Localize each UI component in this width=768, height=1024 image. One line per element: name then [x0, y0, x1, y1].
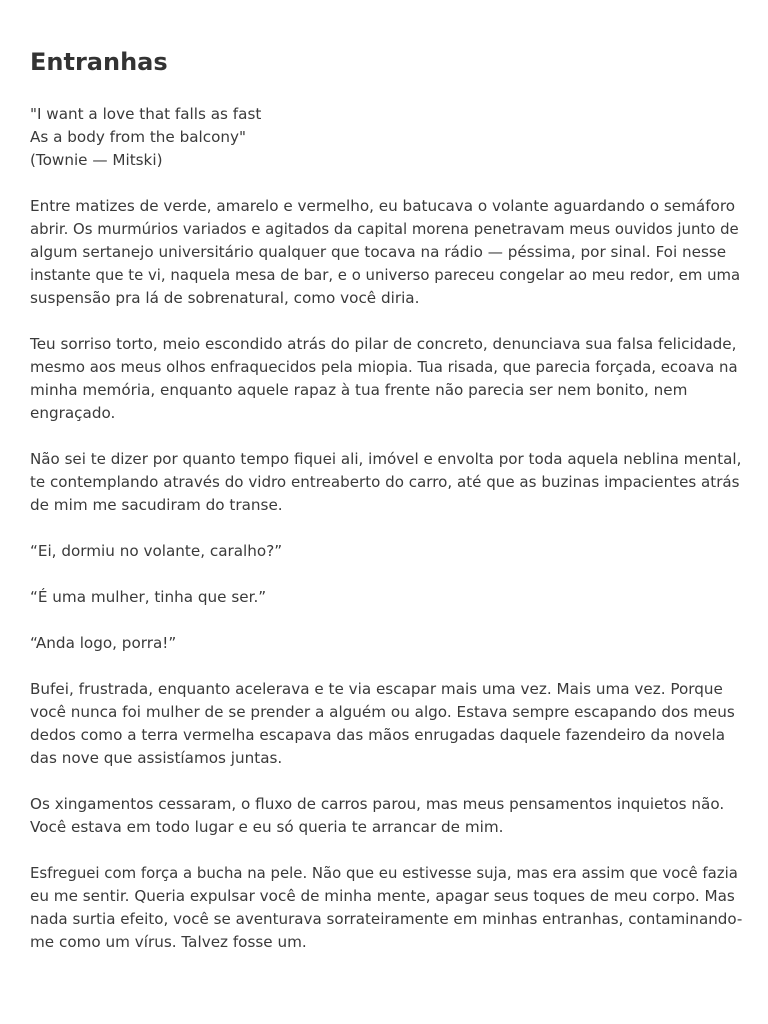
paragraph-line: dedos como a terra vermelha escapava das mãos enrugadas daquele fazendeiro da novela — [30, 726, 726, 744]
paragraph-line: mesmo aos meus olhos enfraquecidos pela miopia. Tua risada, que parecia forçada, ecoava na — [30, 358, 738, 376]
epigraph-citation: (Townie — Mitski) — [30, 151, 163, 169]
paragraph-line: de mim me sacudiram do transe. — [30, 496, 283, 514]
paragraph — [30, 862, 742, 954]
paragraph-line: Entre matizes de verde, amarelo e vermelho, eu batucava o volante aguardando o semáforo — [30, 197, 736, 215]
paragraph-line: te contemplando através do vidro entreaberto do carro, até que as buzinas impacientes atrás — [30, 473, 740, 491]
paragraph — [30, 678, 742, 770]
paragraph-line: Você estava em todo lugar e eu só queria te arrancar de mim. — [30, 818, 504, 836]
paragraph — [30, 448, 742, 517]
paragraph-line: Teu sorriso torto, meio escondido atrás do pilar de concreto, denunciava sua falsa felicidade, — [30, 335, 737, 353]
article-body — [30, 103, 742, 954]
paragraph-line: “Ei, dormiu no volante, caralho?” — [30, 542, 283, 560]
epigraph-line: As a body from the balcony" — [30, 128, 246, 146]
paragraph — [30, 195, 742, 310]
paragraph-line: suspensão pra lá de sobrenatural, como você diria. — [30, 289, 420, 307]
paragraph-line: “Anda logo, porra!” — [30, 634, 177, 652]
paragraph-line: você nunca foi mulher de se prender a alguém ou algo. Estava sempre escapando dos meus — [30, 703, 735, 721]
dialogue-line — [30, 586, 742, 609]
paragraph — [30, 793, 742, 839]
paragraph-line: Os xingamentos cessaram, o fluxo de carros parou, mas meus pensamentos inquietos não. — [30, 795, 725, 813]
page-title: Entranhas — [30, 48, 168, 76]
paragraph-line: “É uma mulher, tinha que ser.” — [30, 588, 267, 606]
paragraph-line: Não sei te dizer por quanto tempo fiquei ali, imóvel e envolta por toda aquela neblina mental, — [30, 450, 742, 468]
paragraph — [30, 333, 742, 425]
paragraph-line: abrir. Os murmúrios variados e agitados da capital morena penetravam meus ouvidos junto de — [30, 220, 739, 238]
paragraph-line: Bufei, frustrada, enquanto acelerava e te via escapar mais uma vez. Mais uma vez. Porque — [30, 680, 723, 698]
paragraph-line: eu me sentir. Queria expulsar você de minha mente, apagar seus toques de meu corpo. Mas — [30, 887, 735, 905]
dialogue-line — [30, 540, 742, 563]
epigraph-line: "I want a love that falls as fast — [30, 105, 262, 123]
paragraph-line: minha memória, enquanto aquele rapaz à tua frente não parecia ser nem bonito, nem — [30, 381, 688, 399]
paragraph-line: algum sertanejo universitário qualquer que tocava na rádio — péssima, por sinal. Foi nesse — [30, 243, 727, 261]
dialogue-line — [30, 632, 742, 655]
paragraph-line: instante que te vi, naquela mesa de bar, e o universo pareceu congelar ao meu redor, em uma — [30, 266, 741, 284]
paragraph-line: engraçado. — [30, 404, 116, 422]
epigraph — [30, 103, 742, 172]
paragraph-line: Esfreguei com força a bucha na pele. Não que eu estivesse suja, mas era assim que você fazia — [30, 864, 738, 882]
paragraph-line: me como um vírus. Talvez fosse um. — [30, 933, 307, 951]
paragraph-line: nada surtia efeito, você se aventurava sorrateiramente em minhas entranhas, contaminando- — [30, 910, 743, 928]
paragraph-line: das nove que assistíamos juntas. — [30, 749, 283, 767]
